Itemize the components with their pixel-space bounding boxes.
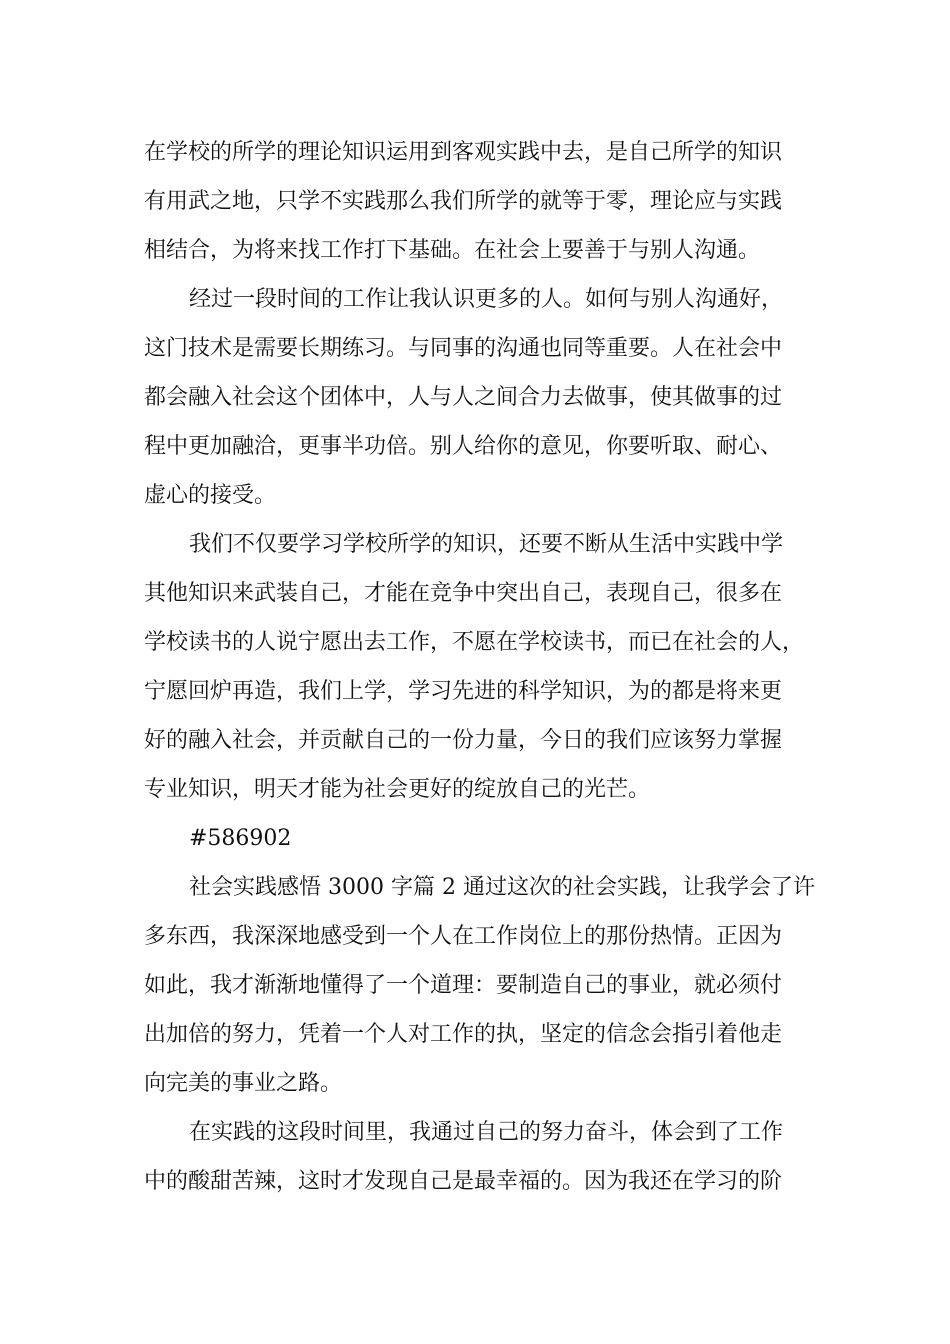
paragraph-3 <box>144 520 824 814</box>
text-line: 宁愿回炉再造，我们上学，学习先进的科学知识，为的都是将来更 <box>144 679 783 704</box>
text-line: 我们不仅要学习学校所学的知识，还要不断从生活中实践中学 <box>189 532 784 557</box>
paragraph-4 <box>144 863 824 1108</box>
paragraph-5 <box>144 1108 824 1206</box>
text-line: 好的融入社会，并贡献自己的一份力量，今日的我们应该努力掌握 <box>144 728 783 753</box>
document-body <box>144 128 824 1206</box>
text-line: 如此，我才渐渐地懂得了一个道理：要制造自己的事业，就必须付 <box>144 973 783 998</box>
text-line: 有用武之地，只学不实践那么我们所学的就等于零，理论应与实践 <box>144 189 783 214</box>
text-line: 经过一段时间的工作让我认识更多的人。如何与别人沟通好， <box>189 287 784 312</box>
text-line: 专业知识，明天才能为社会更好的绽放自己的光芒。 <box>144 777 651 802</box>
text-line: 相结合，为将来找工作打下基础。在社会上要善于与别人沟通。 <box>144 238 761 263</box>
text-line: 虚心的接受。 <box>144 483 277 508</box>
text-line: 这门技术是需要长期练习。与同事的沟通也同等重要。人在社会中 <box>144 336 783 361</box>
text-line: 社会实践感悟 3000 字篇 2 通过这次的社会实践，让我学会了许 <box>189 875 815 900</box>
text-line: 中的酸甜苦辣，这时才发现自己是最幸福的。因为我还在学习的阶 <box>144 1169 783 1194</box>
text-line: 向完美的事业之路。 <box>144 1071 343 1096</box>
text-line: 都会融入社会这个团体中，人与人之间合力去做事，使其做事的过 <box>144 385 783 410</box>
text-line: 在实践的这段时间里，我通过自己的努力奋斗，体会到了工作 <box>189 1120 784 1145</box>
text-line: 学校读书的人说宁愿出去工作，不愿在学校读书，而已在社会的人， <box>144 630 805 655</box>
document-marker-block <box>144 814 824 863</box>
text-line: 程中更加融洽，更事半功倍。别人给你的意见，你要听取、耐心、 <box>144 434 783 459</box>
text-line: 多东西，我深深地感受到一个人在工作岗位上的那份热情。正因为 <box>144 924 783 949</box>
paragraph-1 <box>144 128 824 275</box>
paragraph-2 <box>144 275 824 520</box>
text-line: 其他知识来武装自己，才能在竞争中突出自己，表现自己，很多在 <box>144 581 783 606</box>
text-line: 出加倍的努力，凭着一个人对工作的执，坚定的信念会指引着他走 <box>144 1022 783 1047</box>
text-line: 在学校的所学的理论知识运用到客观实践中去，是自己所学的知识 <box>144 140 783 165</box>
document-marker: #586902 <box>189 826 292 851</box>
